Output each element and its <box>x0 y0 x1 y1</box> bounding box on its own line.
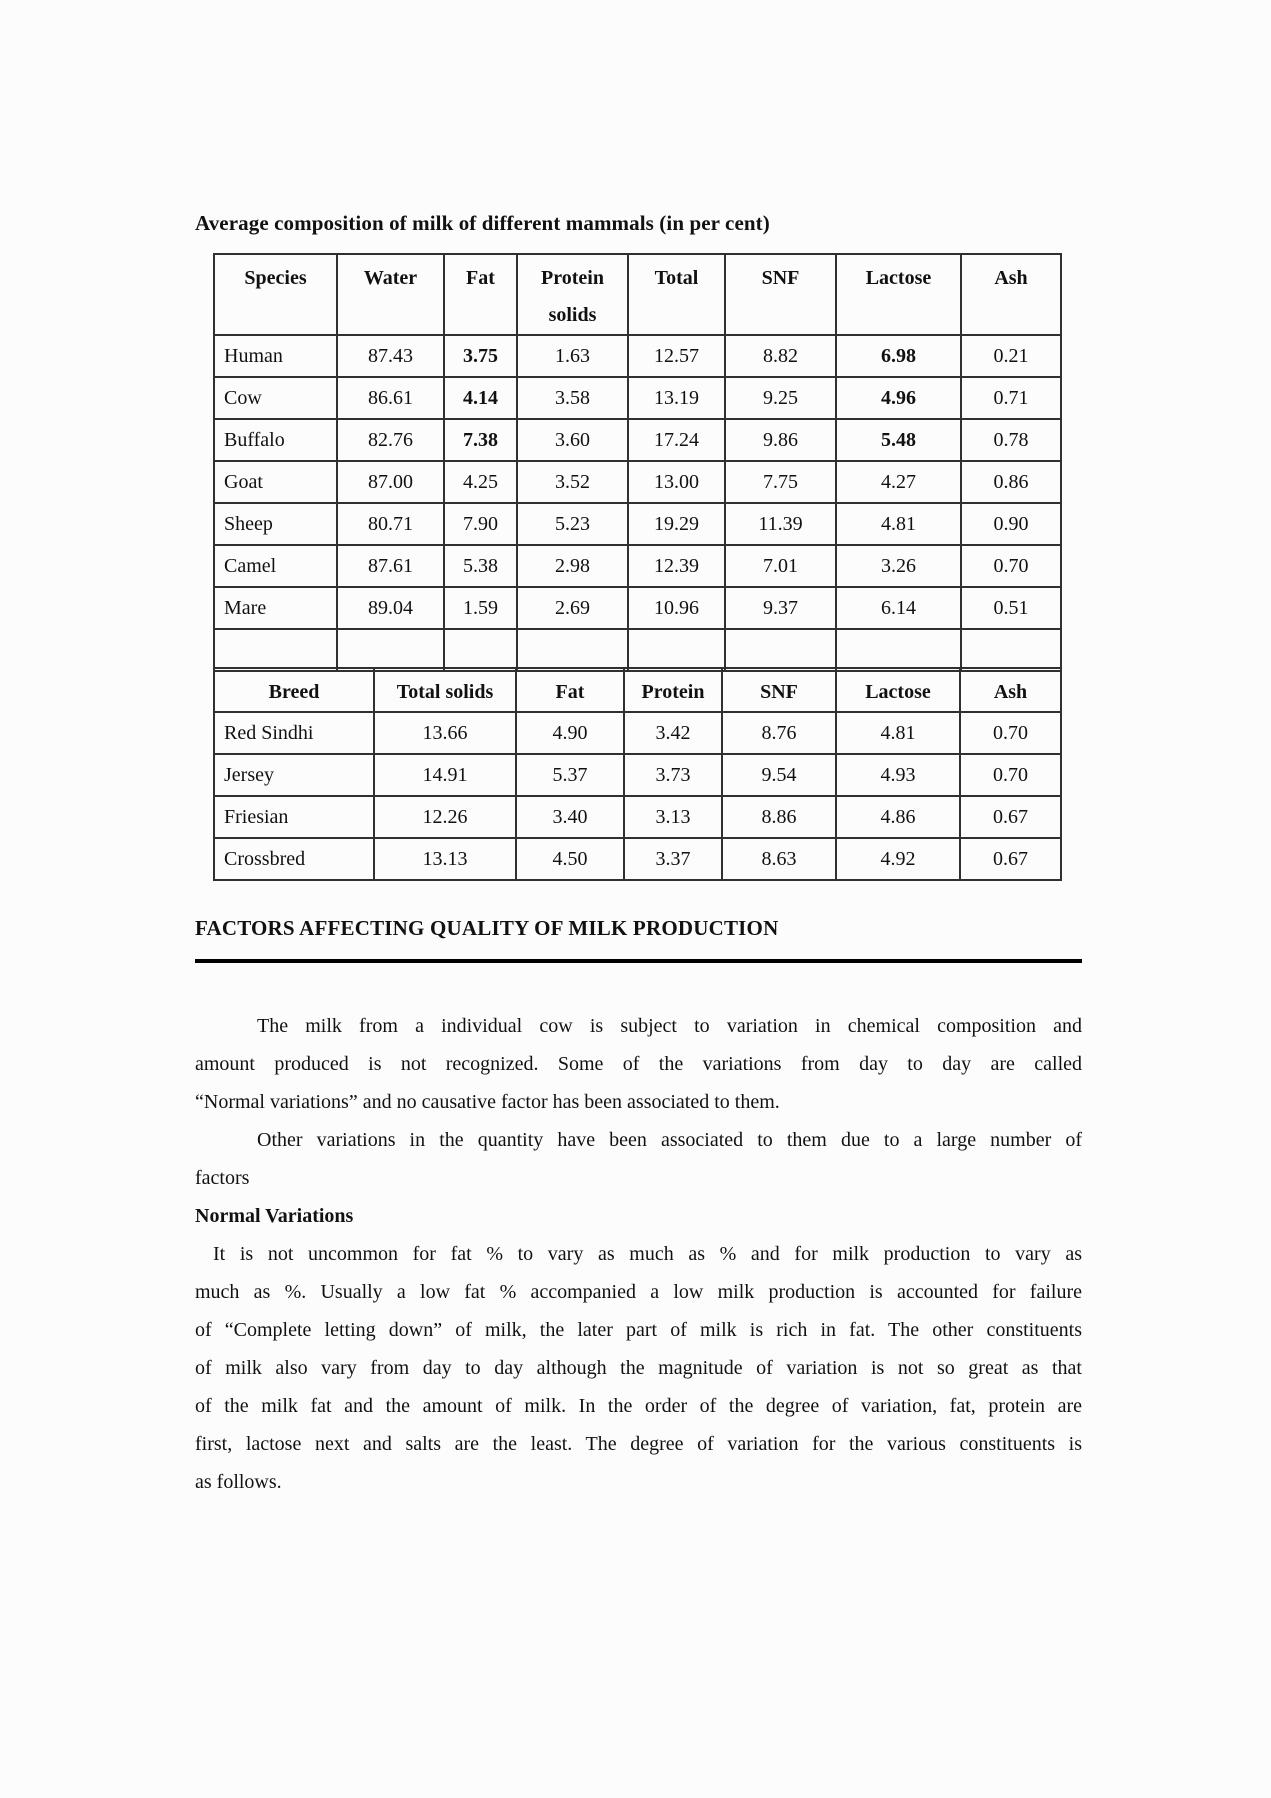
heading-rule <box>195 959 1082 963</box>
value-cell: 1.59 <box>444 587 517 629</box>
table-row <box>214 712 1061 754</box>
text-line: of “Complete letting down” of milk, the later part of milk is rich in fat. The other constituents <box>195 1319 1082 1341</box>
value-cell: 3.13 <box>624 796 722 838</box>
value-cell: 4.14 <box>444 377 517 419</box>
row-label-cell: Sheep <box>214 503 337 545</box>
value-cell: 9.25 <box>725 377 836 419</box>
value-cell: 89.04 <box>337 587 444 629</box>
column-header: SNF <box>722 668 836 712</box>
value-cell: 0.70 <box>960 754 1061 796</box>
value-cell: 3.73 <box>624 754 722 796</box>
value-cell: 4.27 <box>836 461 961 503</box>
value-cell: 0.71 <box>961 377 1061 419</box>
value-cell: 5.38 <box>444 545 517 587</box>
row-label-cell: Friesian <box>214 796 374 838</box>
column-header: Species <box>214 254 337 335</box>
value-cell: 13.00 <box>628 461 725 503</box>
value-cell: 10.96 <box>628 587 725 629</box>
column-header: Lactose <box>836 254 961 335</box>
text-line: The milk from a individual cow is subject to variation in chemical composition and <box>257 1015 1082 1037</box>
value-cell: 3.60 <box>517 419 628 461</box>
value-cell: 3.26 <box>836 545 961 587</box>
value-cell: 9.54 <box>722 754 836 796</box>
empty-cell <box>337 629 444 671</box>
value-cell: 8.63 <box>722 838 836 880</box>
empty-cell <box>836 629 961 671</box>
value-cell: 3.40 <box>516 796 624 838</box>
text-line: much as %. Usually a low fat % accompanied a low milk production is accounted for failure <box>195 1281 1082 1303</box>
value-cell: 4.81 <box>836 503 961 545</box>
value-cell: 2.69 <box>517 587 628 629</box>
column-header: Ash <box>961 254 1061 335</box>
text-line: of milk also vary from day to day although the magnitude of variation is not so great as that <box>195 1357 1082 1379</box>
value-cell: 3.52 <box>517 461 628 503</box>
row-label-cell: Mare <box>214 587 337 629</box>
value-cell: 4.50 <box>516 838 624 880</box>
table-row <box>214 796 1061 838</box>
column-header: Breed <box>214 668 374 712</box>
value-cell: 0.70 <box>961 545 1061 587</box>
value-cell: 1.63 <box>517 335 628 377</box>
table-row <box>214 754 1061 796</box>
value-cell: 0.67 <box>960 838 1061 880</box>
value-cell: 80.71 <box>337 503 444 545</box>
value-cell: 7.75 <box>725 461 836 503</box>
row-label-cell: Cow <box>214 377 337 419</box>
value-cell: 14.91 <box>374 754 516 796</box>
value-cell: 7.01 <box>725 545 836 587</box>
value-cell: 86.61 <box>337 377 444 419</box>
header-row <box>214 254 1061 335</box>
row-label-cell: Jersey <box>214 754 374 796</box>
value-cell: 4.90 <box>516 712 624 754</box>
row-label-cell: Camel <box>214 545 337 587</box>
row-label-cell: Buffalo <box>214 419 337 461</box>
value-cell: 5.23 <box>517 503 628 545</box>
column-header: Total solids <box>374 668 516 712</box>
column-header: Protein <box>624 668 722 712</box>
value-cell: 0.86 <box>961 461 1061 503</box>
table-row <box>214 461 1061 503</box>
empty-cell <box>961 629 1061 671</box>
text-line: as follows. <box>195 1471 282 1493</box>
empty-cell <box>214 629 337 671</box>
value-cell: 2.98 <box>517 545 628 587</box>
subsection-heading: Normal Variations <box>195 1205 354 1227</box>
value-cell: 0.21 <box>961 335 1061 377</box>
value-cell: 9.37 <box>725 587 836 629</box>
value-cell: 0.90 <box>961 503 1061 545</box>
text-line: It is not uncommon for fat % to vary as much as % and for milk production to vary as <box>213 1243 1082 1265</box>
text-line: amount produced is not recognized. Some of the variations from day to day are called <box>195 1053 1082 1075</box>
value-cell: 9.86 <box>725 419 836 461</box>
table-row <box>214 419 1061 461</box>
value-cell: 4.92 <box>836 838 960 880</box>
table-title: Average composition of milk of different mammals (in per cent) <box>195 211 770 235</box>
value-cell: 0.51 <box>961 587 1061 629</box>
table-row <box>214 335 1061 377</box>
value-cell: 3.75 <box>444 335 517 377</box>
text-line: Other variations in the quantity have been associated to them due to a large number of <box>257 1129 1082 1151</box>
value-cell: 4.93 <box>836 754 960 796</box>
empty-cell <box>725 629 836 671</box>
value-cell: 0.67 <box>960 796 1061 838</box>
value-cell: 6.14 <box>836 587 961 629</box>
table-row <box>214 587 1061 629</box>
value-cell: 13.66 <box>374 712 516 754</box>
table-row <box>214 377 1061 419</box>
value-cell: 19.29 <box>628 503 725 545</box>
table-row <box>214 503 1061 545</box>
value-cell: 8.76 <box>722 712 836 754</box>
value-cell: 3.37 <box>624 838 722 880</box>
body-text <box>195 1007 1082 1501</box>
value-cell: 4.25 <box>444 461 517 503</box>
value-cell: 0.78 <box>961 419 1061 461</box>
column-header: Water <box>337 254 444 335</box>
empty-cell <box>517 629 628 671</box>
text-line: of the milk fat and the amount of milk. In the order of the degree of variation, fat, protein are <box>195 1395 1082 1417</box>
value-cell: 8.82 <box>725 335 836 377</box>
row-label-cell: Crossbred <box>214 838 374 880</box>
value-cell: 82.76 <box>337 419 444 461</box>
row-label-cell: Human <box>214 335 337 377</box>
value-cell: 4.81 <box>836 712 960 754</box>
value-cell: 4.86 <box>836 796 960 838</box>
header-row <box>214 668 1061 712</box>
value-cell: 0.70 <box>960 712 1061 754</box>
value-cell: 6.98 <box>836 335 961 377</box>
column-header: Fat <box>516 668 624 712</box>
table-row <box>214 545 1061 587</box>
value-cell: 11.39 <box>725 503 836 545</box>
column-header: Fat <box>444 254 517 335</box>
value-cell: 13.19 <box>628 377 725 419</box>
empty-spacer-row <box>214 629 1061 671</box>
row-label-cell: Goat <box>214 461 337 503</box>
value-cell: 7.90 <box>444 503 517 545</box>
column-header: Lactose <box>836 668 960 712</box>
value-cell: 87.43 <box>337 335 444 377</box>
value-cell: 12.26 <box>374 796 516 838</box>
mammal-milk-composition-table <box>213 253 1062 672</box>
value-cell: 12.39 <box>628 545 725 587</box>
value-cell: 3.58 <box>517 377 628 419</box>
row-label-cell: Red Sindhi <box>214 712 374 754</box>
column-header: Total <box>628 254 725 335</box>
value-cell: 87.61 <box>337 545 444 587</box>
value-cell: 7.38 <box>444 419 517 461</box>
text-line: factors <box>195 1167 250 1189</box>
value-cell: 5.48 <box>836 419 961 461</box>
empty-cell <box>628 629 725 671</box>
text-line: first, lactose next and salts are the least. The degree of variation for the various constituents is <box>195 1433 1082 1455</box>
column-header: SNF <box>725 254 836 335</box>
column-header: Ash <box>960 668 1061 712</box>
value-cell: 8.86 <box>722 796 836 838</box>
value-cell: 87.00 <box>337 461 444 503</box>
value-cell: 4.96 <box>836 377 961 419</box>
column-header: Protein solids <box>517 254 628 335</box>
value-cell: 12.57 <box>628 335 725 377</box>
text-line: “Normal variations” and no causative factor has been associated to them. <box>195 1091 780 1113</box>
value-cell: 17.24 <box>628 419 725 461</box>
empty-cell <box>444 629 517 671</box>
factors-section <box>195 914 1082 1501</box>
section-heading: FACTORS AFFECTING QUALITY OF MILK PRODUCTION <box>195 916 779 940</box>
value-cell: 3.42 <box>624 712 722 754</box>
value-cell: 13.13 <box>374 838 516 880</box>
breed-milk-composition-table <box>213 667 1062 881</box>
table-row <box>214 838 1061 880</box>
value-cell: 5.37 <box>516 754 624 796</box>
